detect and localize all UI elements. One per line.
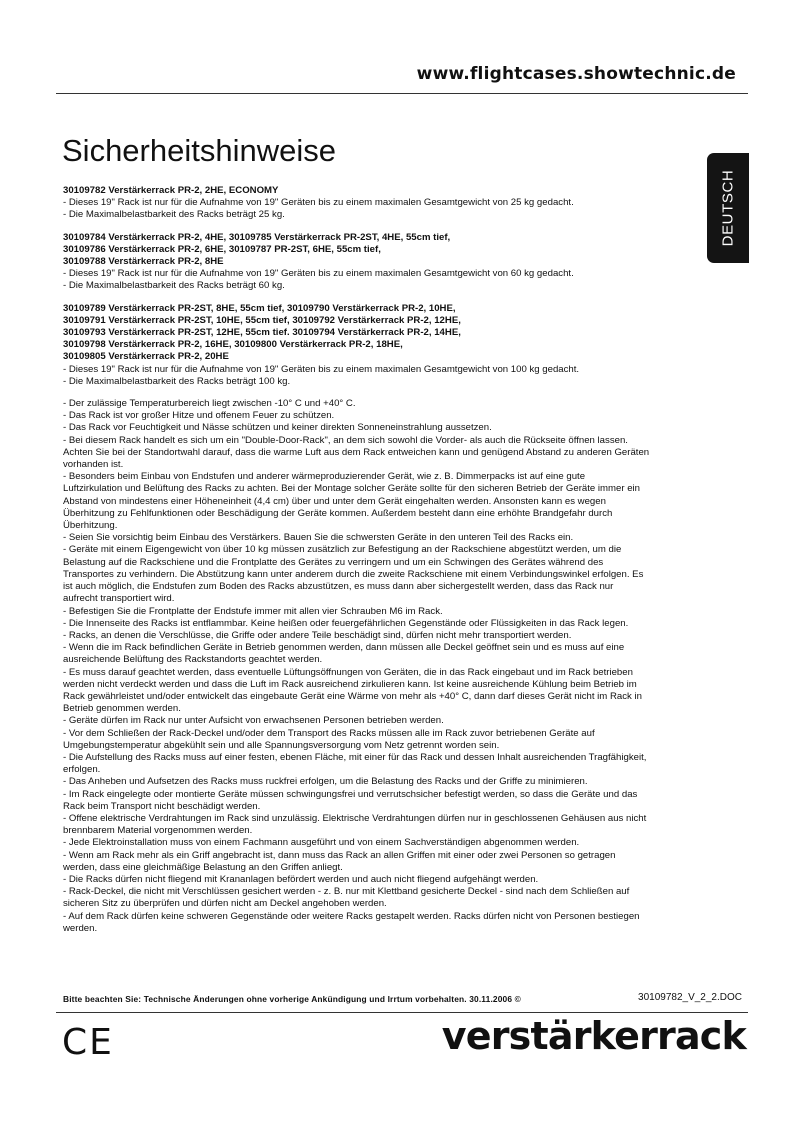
hint-line: - Das Anheben und Aufsetzen des Racks muss ruckfrei erfolgen, um die Belastung des Racks und der Griffe zu minimieren. [63,776,588,788]
hint-line: Belastung auf die Rackschiene und die Frontplatte des Gerätes zu verringern und um ein Schwingen des Gerätes während des [63,556,604,568]
section-heading-line: 30109798 Verstärkerrack PR-2, 16HE, 30109800 Verstärkerrack PR-2, 18HE, [63,339,403,351]
document-id: 30109782_V_2_2.DOC [638,992,742,1003]
hint-line: - Geräte dürfen im Rack nur unter Aufsicht von erwachsenen Personen betrieben werden. [63,715,444,727]
section-text-line: - Die Maximalbelastbarkeit des Racks beträgt 25 kg. [63,209,285,221]
hint-line: brennbarem Material vorgenommen werden. [63,825,253,837]
section-heading-line: 30109791 Verstärkerrack PR-2ST, 10HE, 55cm tief, 30109792 Verstärkerrack PR-2, 12HE, [63,314,461,326]
hint-line: - Jede Elektroinstallation muss von einem Fachmann ausgeführt und von einem Sachverständigen abgenommen werden. [63,837,580,849]
hint-line: - Besonders beim Einbau von Endstufen und anderer wärmeproduzierender Gerät, wie z. B. Dimmerpacks ist auf eine gute [63,471,586,483]
hint-line: - Das Rack vor Feuchtigkeit und Nässe schützen und keiner direkten Sonneneinstrahlung aussetzen. [63,422,492,434]
section-text-line: - Die Maximalbelastbarkeit des Racks beträgt 60 kg. [63,280,285,292]
language-tab-label: DEUTSCH [719,169,737,247]
hint-line: Transportes zu verhindern. Die Abstützung kann unter anderem durch die zweite Rackschiene mit einem Verbindungswinkel erfolgen. Es [63,568,644,580]
hint-line: - Racks, an denen die Verschlüsse, die Griffe oder andere Teile beschädigt sind, dürfen nicht mehr transportiert werden. [63,629,572,641]
hint-line: Rack gewährleistet und/oder entwickelt das eingebaute Gerät eine Wärme von mehr als +40° C, dann darf dieses Gerät nicht im Rack in [63,690,642,702]
section-heading-line: 30109782 Verstärkerrack PR-2, 2HE, ECONOMY [63,185,279,196]
page-title: Sicherheitshinweise [62,133,336,168]
site-url: www.flightcases.showtechnic.de [416,64,736,84]
hint-line: - Bei diesem Rack handelt es sich um ein "Double-Door-Rack", an dem sich sowohl die Vorder- als auch die Rückseite öffnen lassen. [63,434,628,446]
hint-line: Abstand von mindestens einer Höheneinheit (4,4 cm) über und unter dem Gerät eingehalten werden. Ansonsten kann es wegen [63,495,606,507]
hint-line: Betrieb genommen werden. [63,703,181,715]
section-heading-line: 30109786 Verstärkerrack PR-2, 6HE, 30109787 PR-2ST, 6HE, 55cm tief, [63,243,381,255]
hint-line: - Offene elektrische Verdrahtungen im Rack sind unzulässig. Elektrische Verdrahtungen dürfen nur in geschlossenen Gehäusen aus nicht [63,812,647,824]
hint-line: - Seien Sie vorsichtig beim Einbau des Verstärkers. Bauen Sie die schwersten Geräte in den unteren Teil des Racks ein. [63,532,574,544]
section-heading-line: 30109805 Verstärkerrack PR-2, 20HE [63,351,229,363]
footer-note: Bitte beachten Sie: Technische Änderungen ohne vorherige Ankündigung und Irrtum vorbehalten. 30.11.2006 © [63,994,521,1004]
section-text-line: - Die Maximalbelastbarkeit des Racks beträgt 100 kg. [63,375,291,387]
section-text-line: - Dieses 19" Rack ist nur für die Aufnahme von 19" Geräten bis zu einem maximalen Gesamtgewicht von 60 kg gedacht. [63,268,574,280]
hint-line: Rack beim Transport nicht beschädigt werden. [63,800,261,812]
hint-line: Luftzirkulation und Belüftung des Racks zu achten. Bei der Montage solcher Geräte sollte für den sicheren Betrieb der Geräte immer ein [63,483,640,495]
hint-line: - Geräte mit einem Eigengewicht von über 10 kg müssen zusätzlich zur Befestigung an der Rackschiene abgestützt werden, um die [63,544,622,556]
hint-line: ausreichende Belüftung des Rackstandorts geachtet werden. [63,654,323,666]
hint-line: - Die Innenseite des Racks ist entflammbar. Keine heißen oder feuergefährlichen Gegenstände oder Flüssigkeiten in das Rack legen. [63,617,629,629]
section-text-line: - Dieses 19" Rack ist nur für die Aufnahme von 19" Geräten bis zu einem maximalen Gesamtgewicht von 100 kg gedacht. [63,363,580,375]
document-body [63,185,723,935]
section-heading-line: 30109789 Verstärkerrack PR-2ST, 8HE, 55cm tief, 30109790 Verstärkerrack PR-2, 10HE, [63,302,456,314]
product-section [63,185,723,222]
hint-line: - Auf dem Rack dürfen keine schweren Gegenstände oder weitere Racks gestapelt werden. Racks dürfen nicht von Personen bestiegen [63,910,640,922]
hint-line: Achten Sie bei der Standortwahl darauf, dass die warme Luft aus dem Rack entweichen kann und genügend Abstand zu anderen Geräten [63,446,650,458]
hint-line: Umgebungstemperatur abgekühlt sein und alle Spannungsversorgung vom Netz getrennt worden sein. [63,739,500,751]
product-section [63,232,723,293]
safety-hints [63,398,723,935]
section-heading-line: 30109788 Verstärkerrack PR-2, 8HE [63,256,224,268]
hint-line: - Vor dem Schließen der Rack-Deckel und/oder dem Transport des Racks müssen alle im Rack zuvor betriebenen Geräte auf [63,727,595,739]
hint-line: Überhitzung. [63,520,118,532]
hint-line: ist auch möglich, die Endstufen zum Boden des Racks abzustützen, es muss dann aber sichergestellt werden, dass das Rack nur [63,581,614,593]
hint-line: werden, dass eine gleichmäßige Belastung an den Griffen anliegt. [63,861,343,873]
product-name-logo: verstärkerrack [441,1014,746,1058]
hint-line: vorhanden ist. [63,459,124,471]
hint-line: - Der zulässige Temperaturbereich liegt zwischen -10° C und +40° C. [63,398,356,410]
footer-divider [56,1012,748,1013]
ce-mark-logo: CE [62,1022,114,1063]
product-section [63,303,723,388]
hint-line: - Wenn die im Rack befindlichen Geräte in Betrieb genommen werden, dann müssen alle Deckel geöffnet sein und es muss auf eine [63,642,625,654]
hint-line: - Wenn am Rack mehr als ein Griff angebracht ist, dann muss das Rack an allen Griffen mit einer oder zwei Personen so getragen [63,849,616,861]
hint-line: - Rack-Deckel, die nicht mit Verschlüssen gesichert werden - z. B. nur mit Klettband gesicherte Deckel - sind nach dem Schließen auf [63,886,630,898]
section-text-line: - Dieses 19" Rack ist nur für die Aufnahme von 19" Geräten bis zu einem maximalen Gesamtgewicht von 25 kg gedacht. [63,197,574,209]
hint-line: aufrecht transportiert wird. [63,593,175,605]
hint-line: werden. [63,922,98,934]
hint-line: - Befestigen Sie die Frontplatte der Endstufe immer mit allen vier Schrauben M6 im Rack. [63,605,443,617]
hint-line: Überhitzung zu Fehlfunktionen oder Beschädigung der Geräte kommen. Außerdem besteht dann eine erhöhte Brandgefahr durch [63,507,613,519]
product-sections [63,185,723,388]
hint-line: - Die Racks dürfen nicht fliegend mit Krananlagen befördert werden und auch nicht fliegend aufgehängt werden. [63,873,539,885]
hint-line: - Das Rack ist vor großer Hitze und offenem Feuer zu schützen. [63,410,335,422]
hint-line: sicheren Sitz zu überprüfen und dürfen nicht am Deckel angehoben werden. [63,898,387,910]
header-divider [56,93,748,94]
hint-line: - Die Aufstellung des Racks muss auf einer festen, ebenen Fläche, mit einer für das Rack und dessen Inhalt ausreichenden Tragfähigkeit, [63,751,647,763]
section-heading [63,185,723,197]
section-heading [63,232,723,269]
section-heading-line: 30109784 Verstärkerrack PR-2, 4HE, 30109785 Verstärkerrack PR-2ST, 4HE, 55cm tief, [63,231,451,243]
hint-line: - Es muss darauf geachtet werden, dass eventuelle Lüftungsöffnungen von Geräten, die in das Rack eingebaut und im Rack betrieben [63,666,633,678]
section-heading-line: 30109793 Verstärkerrack PR-2ST, 12HE, 55cm tief. 30109794 Verstärkerrack PR-2, 14HE, [63,327,461,339]
hint-line: werden nicht verdeckt werden und dass die Luft im Rack ausreichend zirkulieren kann. Ist keine ausreichende Kühlung beim Betrieb im [63,678,637,690]
hint-line: - Im Rack eingelegte oder montierte Geräte müssen schwingungsfrei und verrutschsicher befestigt werden, so dass die Geräte und das [63,788,638,800]
section-heading [63,303,723,364]
hint-line: erfolgen. [63,764,101,776]
